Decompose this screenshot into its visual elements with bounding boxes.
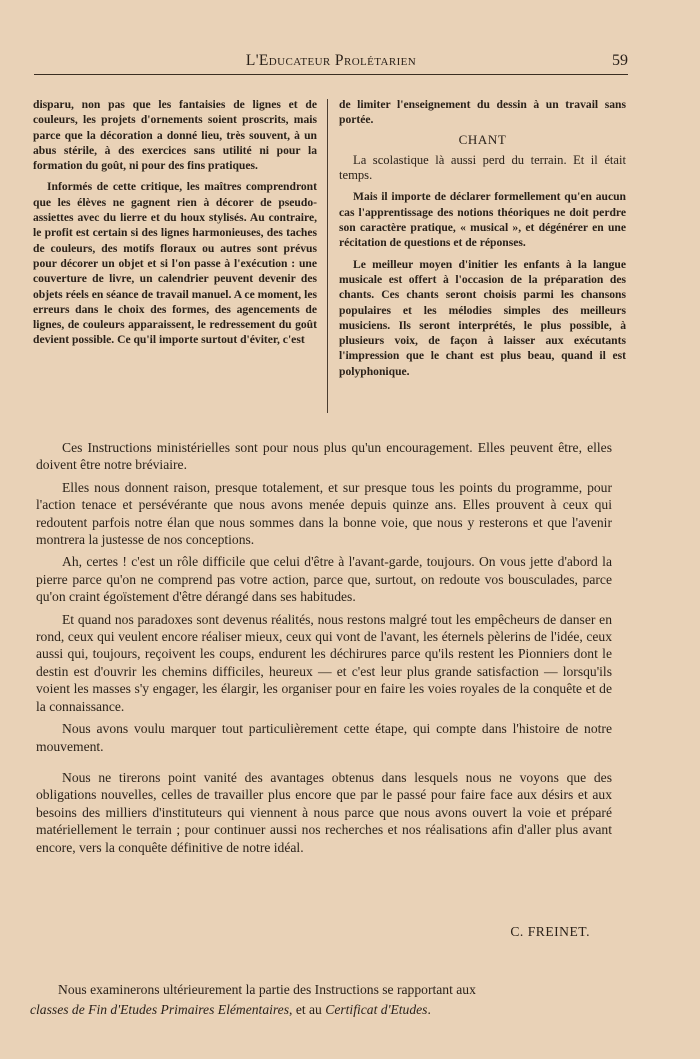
main-paragraph-4: Et quand nos paradoxes sont devenus réalités, nous restons malgré tout les empêcheurs de danser en rond, ceux qui veulent encore réaliser mieux, ceux qui vont de l'avant, les éternels pèlerins de l'idée, ceux aussi qui, toujours, reçoivent les coups, endurent les déchirures parce qu'ils restent les Pionniers dont le destin est d'ouvrir les chemins difficiles, heureux — et c'est leur plus grande satisfaction — lorsqu'ils voient les masses s'y engager, les élargir, les organiser pour en faire les voies royales de la conquête et de la connaissance. [36, 611, 612, 714]
left-paragraph-1: disparu, non pas que les fantaisies de lignes et de couleurs, les projets d'ornements soient proscrits, mais parce que la décoration a donné lieu, très souvent, à un abus stérile, à des exercices sans utilité ni pour la formation du goût, ni pour des fins pratiques. [33, 98, 317, 173]
right-column [339, 97, 626, 379]
footnote-text-1: Nous examinerons ultérieurement la partie des Instructions se rapportant aux [58, 982, 476, 997]
page-number: 59 [612, 52, 628, 69]
footnote-italic-2: Certificat d'Etudes [325, 1002, 428, 1017]
column-divider [327, 99, 328, 413]
journal-title: L'Educateur Prolétarien [245, 52, 417, 69]
left-column [33, 97, 317, 348]
right-paragraph-4: Le meilleur moyen d'initier les enfants à la langue musicale est offert à l'occasion de la préparation des chants. Ces chants seront choisis parmi les chansons populaires et les mélodies simples des meilleurs musiciens. Ils seront interprétés, le plus possible, à plusieurs voix, de façon à laisser aux exécutants l'impression que le chant est plus beau, quand il est polyphonique. [339, 257, 626, 378]
footnote-line [30, 980, 608, 1000]
main-paragraph-2: Elles nous donnent raison, presque totalement, et sur presque tous les points du programme, pour l'action tenace et persévérante que nous avons menée depuis quinze ans. Elles prouvent à ceux qui redoutent parfois notre élan que nous sommes dans la bonne voie, que nous y resterons et que l'avenir montrera la justesse de nos conceptions. [36, 479, 612, 548]
main-paragraph-6: Nous ne tirerons point vanité des avantages obtenus dans lesquels nous ne voyons que des obligations nouvelles, celles de travailler plus encore que par le passé pour faire face aux désirs et aux besoins des milliers d'instituteurs qui viennent à nous parce que nous avons ouvert la voie et préparé matériellement le terrain ; pour continuer aussi nos recherches et nos réalisations afin d'aller plus avant encore, vers la conquête définitive de notre idéal. [36, 769, 612, 855]
page-header [34, 50, 628, 75]
footnote-text-2: , et au [289, 1002, 322, 1017]
section-heading-chant: CHANT [458, 131, 507, 147]
footnote-italic-1: classes de Fin d'Etudes Primaires Elémentaires [30, 1002, 290, 1017]
main-text [36, 439, 612, 861]
footnote [30, 980, 608, 1020]
author-signature: C. FREINET. [510, 924, 590, 939]
left-paragraph-2: Informés de cette critique, les maîtres comprendront que les élèves ne gagnent rien à décorer de pseudo-assiettes avec du lierre et du houx stylisés. Au contraire, le profit est certain si des lignes harmonieuses, des taches de couleurs, des motifs floraux ou autres sont prévus pour décorer un objet et si l'on passe à l'exécution : une couverture de livre, un calendrier peuvent devenir des objets réels en séance de travail manuel. A ce moment, les erreurs dans le choix des formes, des agencements de lignes, de couleurs apparaissent, le redressement du goût devient possible. Ce qu'il importe surtout d'éviter, c'est [33, 180, 317, 347]
main-paragraph-5: Nous avons voulu marquer tout particulièrement cette étape, qui compte dans l'histoire de notre mouvement. [36, 721, 612, 754]
right-paragraph-3: Mais il importe de déclarer formellement qu'en aucun cas l'apprentissage des notions théoriques ne doit perdre son caractère pratique, « musical », et dégénérer en une récitation de questions et de réponses. [339, 190, 626, 250]
right-paragraph-2: La scolastique là aussi perd du terrain. Et il était temps. [339, 152, 626, 183]
right-paragraph-1: de limiter l'enseignement du dessin à un travail sans portée. [339, 98, 626, 127]
main-paragraph-1: Ces Instructions ministérielles sont pour nous plus qu'un encouragement. Elles peuvent être, elles doivent être notre bréviaire. [36, 440, 612, 473]
footnote-text-3: . [427, 1002, 431, 1017]
main-paragraph-3: Ah, certes ! c'est un rôle difficile que celui d'être à l'avant-garde, toujours. On vous jette d'abord la pierre parce qu'on ne comprend pas votre action, parce que, surtout, on redoute vos bousculades, parce qu'on craint égoïstement d'être dérangé dans ses habitudes. [36, 554, 612, 605]
